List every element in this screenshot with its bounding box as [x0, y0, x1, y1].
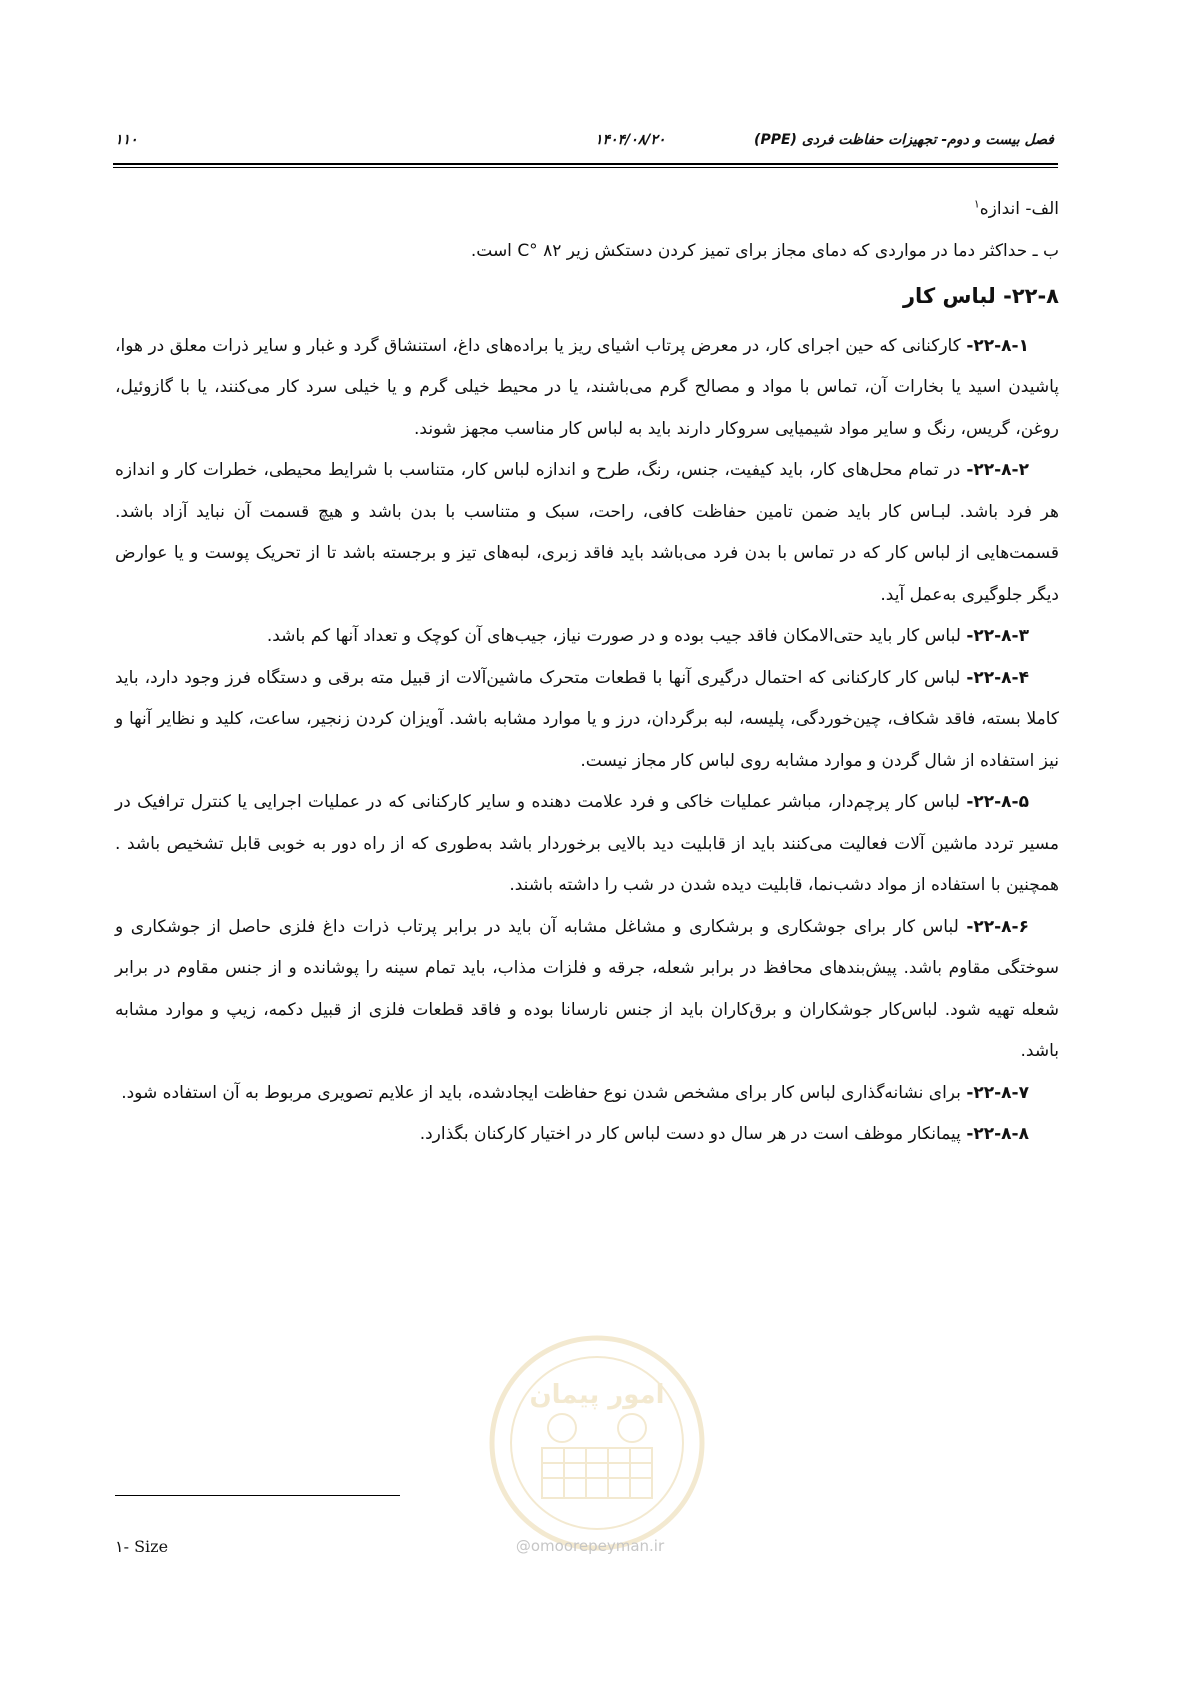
- header-rule-thick: [113, 163, 1058, 165]
- paragraph-number: ۲۲-۸-۴-: [966, 667, 1029, 688]
- chapter-title: فصل بیست و دوم- تجهیزات حفاظت فردی (PPE): [754, 132, 1054, 148]
- paragraph-text: لباس کار پرچم‌دار، مباشر عملیات خاکی و فرد علامت دهنده و سایر کارکنانی که در عملیات اجرایی یا کنترل ترافیک در مسیر تردد ماشین آلات فعالیت می‌کنند باید از قابلیت دید بالایی برخوردار باشد به‌طوری که از راه دور به خوبی قابل تشخیص باشد . همچنین با استفاده از مواد دشب‌نما، قابلیت دیده شدن در شب را داشته باشند.: [115, 792, 1059, 895]
- watermark-seal-text: امور پیمان: [529, 1380, 665, 1410]
- paragraph: [115, 1114, 1059, 1156]
- paragraph-number: ۲۲-۸-۶-: [966, 916, 1029, 937]
- intro-line-a-text: الف- اندازه: [979, 199, 1059, 219]
- paragraph: [115, 658, 1059, 783]
- header-date: ۱۴۰۴/۰۸/۲۰: [595, 132, 666, 148]
- paragraph-text: در تمام محل‌های کار، باید کیفیت، جنس، رنگ، طرح و اندازه لباس کار، متناسب با شرایط محیطی، خطرات کار و اندازه هر فرد باشد. لبـاس کار باید ضمن تامین حفاظت کافی، راحت، سبک و متناسب با بدن باشد و هیچ قسمت آن نباید آزاد باشد. قسمت‌هایی از لباس کار که در تماس با بدن فرد می‌باشد باید فاقد زبری، لبه‌های تیز و برجسته باشد تا از تحریک پوست و یا عوارض دیگر جلوگیری به‌عمل آید.: [115, 460, 1059, 605]
- paragraph: [115, 907, 1059, 1073]
- paragraph: [115, 1073, 1059, 1115]
- watermark-seal-icon: [482, 1328, 712, 1558]
- paragraph-number: ۲۲-۸-۲-: [966, 460, 1029, 480]
- footnote-ref: ۱: [973, 197, 980, 211]
- paragraph-number: ۲۲-۸-۸-: [966, 1124, 1029, 1144]
- paragraph: [115, 450, 1059, 616]
- paragraph: [115, 326, 1059, 451]
- paragraph-text: برای نشانه‌گذاری لباس کار برای مشخص شدن نوع حفاظت ایجادشده، باید از علایم تصویری مربوط به آن استفاده شود.: [121, 1082, 967, 1103]
- page-content: [115, 188, 1059, 1156]
- paragraph-number: ۲۲-۸-۷-: [966, 1082, 1029, 1103]
- paragraph-text: لباس کار باید حتی‌الامکان فاقد جیب بوده و در صورت نیاز، جیب‌های آن کوچک و تعداد آنها کم باشد.: [266, 626, 967, 646]
- section-title: ۲۲-۸- لباس کار: [902, 284, 1059, 308]
- paragraph-number: ۲۲-۸-۱-: [966, 335, 1029, 356]
- header-rule-thin: [113, 167, 1058, 168]
- paragraph-number: ۲۲-۸-۳-: [966, 626, 1029, 646]
- paragraph-number: ۲۲-۸-۵-: [966, 792, 1029, 812]
- footnote: ۱- Size: [115, 1537, 169, 1556]
- paragraph: [115, 782, 1059, 907]
- page-number: ۱۱۰: [115, 132, 138, 148]
- paragraph-text: لباس کار برای جوشکاری و برشکاری و مشاغل مشابه آن باید در برابر پرتاب ذرات داغ فلزی حاصل از جوشکاری و سوختگی مقاوم باشد. پیش‌بندهای محافظ در برابر شعله، جرقه و فلزات مذاب، باید تمام سینه را پوشانده و از جنس مقاوم در برابر شعله تهیه شود. لباس‌کار جوشکاران و برق‌کاران باید از جنس نارسانا بوده و فاقد قطعات فلزی از قبیل دکمه، زیپ و موارد مشابه باشد.: [115, 916, 1059, 1061]
- paragraph-text: کارکنانی که حین اجرای کار، در معرض پرتاب اشیای ریز یا براده‌های داغ، استنشاق گرد و غبار و سایر ذرات معلق در هوا، پاشیدن اسید یا بخارات آن، تماس با مواد و مصالح گرم می‌باشند، یا در محیط خیلی گرم و یا خیلی سرد کار می‌کنند، یا با گازوئیل، روغن، گریس، رنگ و سایر مواد شیمیایی سروکار دارند باید به لباس کار مناسب مجهز شوند.: [115, 335, 1059, 439]
- intro-line-b: ب ـ حداکثر دما در مواردی که دمای مجاز برای تمیز کردن دستکش زیر C° ۸۲ است.: [470, 241, 1059, 261]
- paragraph-text: پیمانکار موظف است در هر سال دو دست لباس کار در اختیار کارکنان بگذارد.: [419, 1124, 967, 1144]
- paragraph: [115, 616, 1059, 658]
- intro-line-a: [115, 188, 1059, 230]
- footnote-rule: [115, 1495, 400, 1496]
- paragraph-text: لباس کار کارکنانی که احتمال درگیری آنها با قطعات متحرک ماشین‌آلات از قبیل مته برقی و دستگاه فرز وجود دارد، باید کاملا بسته، فاقد شکاف، چین‌خوردگی، پلیسه، لبه برگردان، درز و یا موارد مشابه باشد. آویزان کردن زنجیر، ساعت، کلید و نظایر آنها و نیز استفاده از شال گردن و موارد مشابه روی لباس کار مجاز نیست.: [115, 667, 1059, 771]
- page-header: [115, 132, 1059, 154]
- watermark-handle: @omoorepeyman.ir: [515, 1537, 665, 1555]
